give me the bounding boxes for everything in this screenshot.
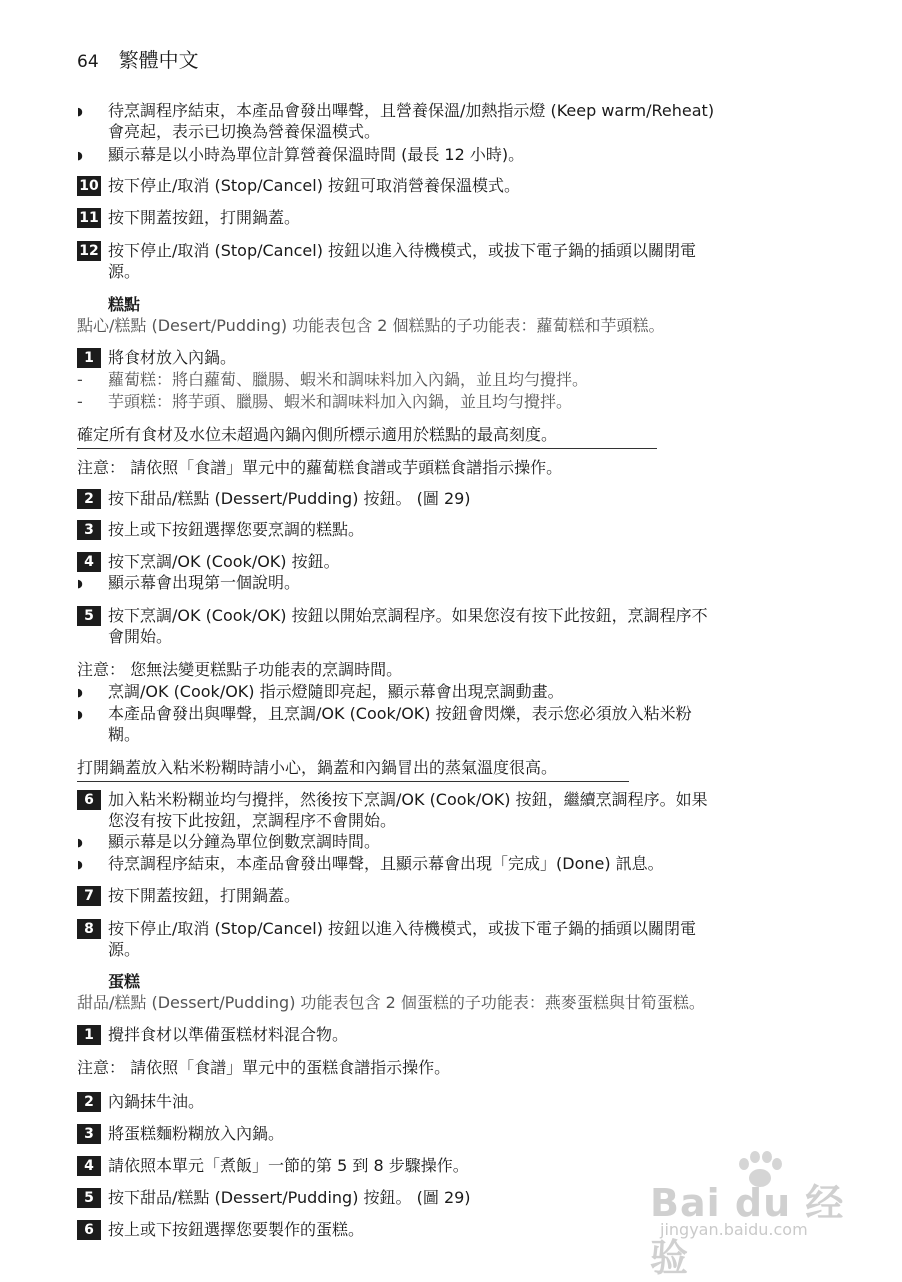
bullet-icon: ◗ xyxy=(77,149,83,162)
bullet-icon: ◗ xyxy=(77,858,83,871)
step-5: 5 按下烹調/OK (Cook/OK) 按鈕以開始烹調程序。如果您沒有按下此按鈕，烹調程序不 xyxy=(77,605,837,627)
step-1: 1 攪拌食材以準備蛋糕材料混合物。 xyxy=(77,1024,837,1046)
step-number-badge: 4 xyxy=(77,552,101,572)
section-heading-dangao: 蛋糕 xyxy=(108,972,141,991)
step-8-cont: 源。 xyxy=(108,940,141,959)
note-line: 注意： 請依照「食譜」單元中的蛋糕食譜指示操作。 xyxy=(77,1058,451,1077)
dash-marker: - xyxy=(77,370,83,389)
step-number-badge: 5 xyxy=(77,606,101,626)
step-number-badge: 12 xyxy=(77,241,101,261)
step-number-badge: 10 xyxy=(77,176,101,196)
step-10: 10 按下停止/取消 (Stop/Cancel) 按鈕可取消營養保溫模式。 xyxy=(77,175,837,197)
bullet-line: ◗ 烹調/OK (Cook/OK) 指示燈隨即亮起，顯示幕會出現烹調動畫。 xyxy=(77,681,837,703)
bullet-icon: ◗ xyxy=(77,105,83,118)
bullet-line: ◗ 顯示幕是以小時為單位計算營養保溫時間 (最長 12 小時)。 xyxy=(77,144,837,166)
step-3: 3 將蛋糕麵粉糊放入內鍋。 xyxy=(77,1123,837,1145)
bullet-line-cont: 糊。 xyxy=(108,725,141,744)
step-number-badge: 6 xyxy=(77,1220,101,1240)
step-5-cont: 會開始。 xyxy=(108,627,173,646)
page-language: 繁體中文 xyxy=(118,48,199,72)
page-header xyxy=(77,44,199,73)
step-number-badge: 1 xyxy=(77,1025,101,1045)
step-number-badge: 7 xyxy=(77,886,101,906)
step-7: 7 按下開蓋按鈕，打開鍋蓋。 xyxy=(77,885,837,907)
divider xyxy=(77,448,657,449)
section-heading-gaodian: 糕點 xyxy=(108,295,141,314)
bullet-line: ◗ 顯示幕會出現第一個說明。 xyxy=(77,572,837,594)
step-3: 3 按上或下按鈕選擇您要烹調的糕點。 xyxy=(77,519,837,541)
step-6: 6 加入粘米粉糊並均勻攪拌，然後按下烹調/OK (Cook/OK) 按鈕，繼續烹調程序。如果 xyxy=(77,789,837,811)
step-number-badge: 3 xyxy=(77,1124,101,1144)
note-line: 注意： 請依照「食譜」單元中的蘿蔔糕食譜或芋頭糕食譜指示操作。 xyxy=(77,458,563,477)
step-12-cont: 源。 xyxy=(108,262,141,281)
step-number-badge: 4 xyxy=(77,1156,101,1176)
bullet-icon: ◗ xyxy=(77,686,83,699)
baidu-watermark xyxy=(640,1150,880,1280)
step-2: 2 內鍋抹牛油。 xyxy=(77,1091,837,1113)
section-intro: 點心/糕點 (Desert/Pudding) 功能表包含 2 個糕點的子功能表：蘿蔔糕和芋頭糕。 xyxy=(77,316,665,335)
dash-marker: - xyxy=(77,392,83,411)
step-11: 11 按下開蓋按鈕，打開鍋蓋。 xyxy=(77,207,837,229)
section-intro: 甜品/糕點 (Dessert/Pudding) 功能表包含 2 個蛋糕的子功能表：燕麥蛋糕與甘筍蛋糕。 xyxy=(77,993,705,1012)
bullet-icon: ◗ xyxy=(77,577,83,590)
step-number-badge: 2 xyxy=(77,1092,101,1112)
step-2: 2 按下甜品/糕點 (Dessert/Pudding) 按鈕。 (圖 29) xyxy=(77,488,837,510)
watermark-brand: Bai du 经验 xyxy=(650,1181,845,1280)
step-number-badge: 11 xyxy=(77,208,101,228)
bullet-line: ◗ 顯示幕是以分鐘為單位倒數烹調時間。 xyxy=(77,831,837,853)
dash-item: - 芋頭糕：將芋頭、臘腸、蝦米和調味料加入內鍋，並且均勻攪拌。 xyxy=(77,392,573,411)
step-8: 8 按下停止/取消 (Stop/Cancel) 按鈕以進入待機模式，或拔下電子鍋的插頭以關閉電 xyxy=(77,918,837,940)
bullet-icon: ◗ xyxy=(77,708,83,721)
bullet-line: ◗ 待烹調程序結束，本產品會發出嗶聲，且顯示幕會出現「完成」(Done) 訊息。 xyxy=(77,853,837,875)
step-number-badge: 2 xyxy=(77,489,101,509)
step-6: 6 按上或下按鈕選擇您要製作的蛋糕。 xyxy=(77,1219,837,1241)
step-6-cont: 您沒有按下此按鈕，烹調程序不會開始。 xyxy=(108,811,397,830)
step-number-badge: 8 xyxy=(77,919,101,939)
caution-text: 打開鍋蓋放入粘米粉糊時請小心，鍋蓋和內鍋冒出的蒸氣溫度很高。 xyxy=(77,758,558,777)
step-4: 4 請依照本單元「煮飯」一節的第 5 到 8 步驟操作。 xyxy=(77,1155,837,1177)
bullet-icon: ◗ xyxy=(77,836,83,849)
note-line: 注意： 您無法變更糕點子功能表的烹調時間。 xyxy=(77,660,403,679)
step-number-badge: 1 xyxy=(77,348,101,368)
step-12: 12 按下停止/取消 (Stop/Cancel) 按鈕以進入待機模式，或拔下電子鍋的插頭以關閉電 xyxy=(77,240,837,262)
page-number: 64 xyxy=(77,52,99,72)
step-4: 4 按下烹調/OK (Cook/OK) 按鈕。 xyxy=(77,551,837,573)
divider xyxy=(77,781,629,782)
step-number-badge: 5 xyxy=(77,1188,101,1208)
bullet-line: ◗ 待烹調程序結束，本產品會發出嗶聲，且營養保溫/加熱指示燈 (Keep warm/Reheat) xyxy=(77,100,837,122)
step-number-badge: 6 xyxy=(77,790,101,810)
watermark-url: jingyan.baidu.com xyxy=(660,1220,808,1239)
step-1: 1 將食材放入內鍋。 xyxy=(77,347,837,369)
bullet-line-cont: 會亮起，表示已切換為營養保溫模式。 xyxy=(108,122,381,141)
dash-item: - 蘿蔔糕：將白蘿蔔、臘腸、蝦米和調味料加入內鍋，並且均勻攪拌。 xyxy=(77,370,589,389)
bullet-line: ◗ 本產品會發出與嗶聲，且烹調/OK (Cook/OK) 按鈕會閃爍，表示您必須放入粘米粉 xyxy=(77,703,837,725)
step-number-badge: 3 xyxy=(77,520,101,540)
step-5: 5 按下甜品/糕點 (Dessert/Pudding) 按鈕。 (圖 29) xyxy=(77,1187,837,1209)
caution-text: 確定所有食材及水位未超過內鍋內側所標示適用於糕點的最高刻度。 xyxy=(77,425,558,444)
